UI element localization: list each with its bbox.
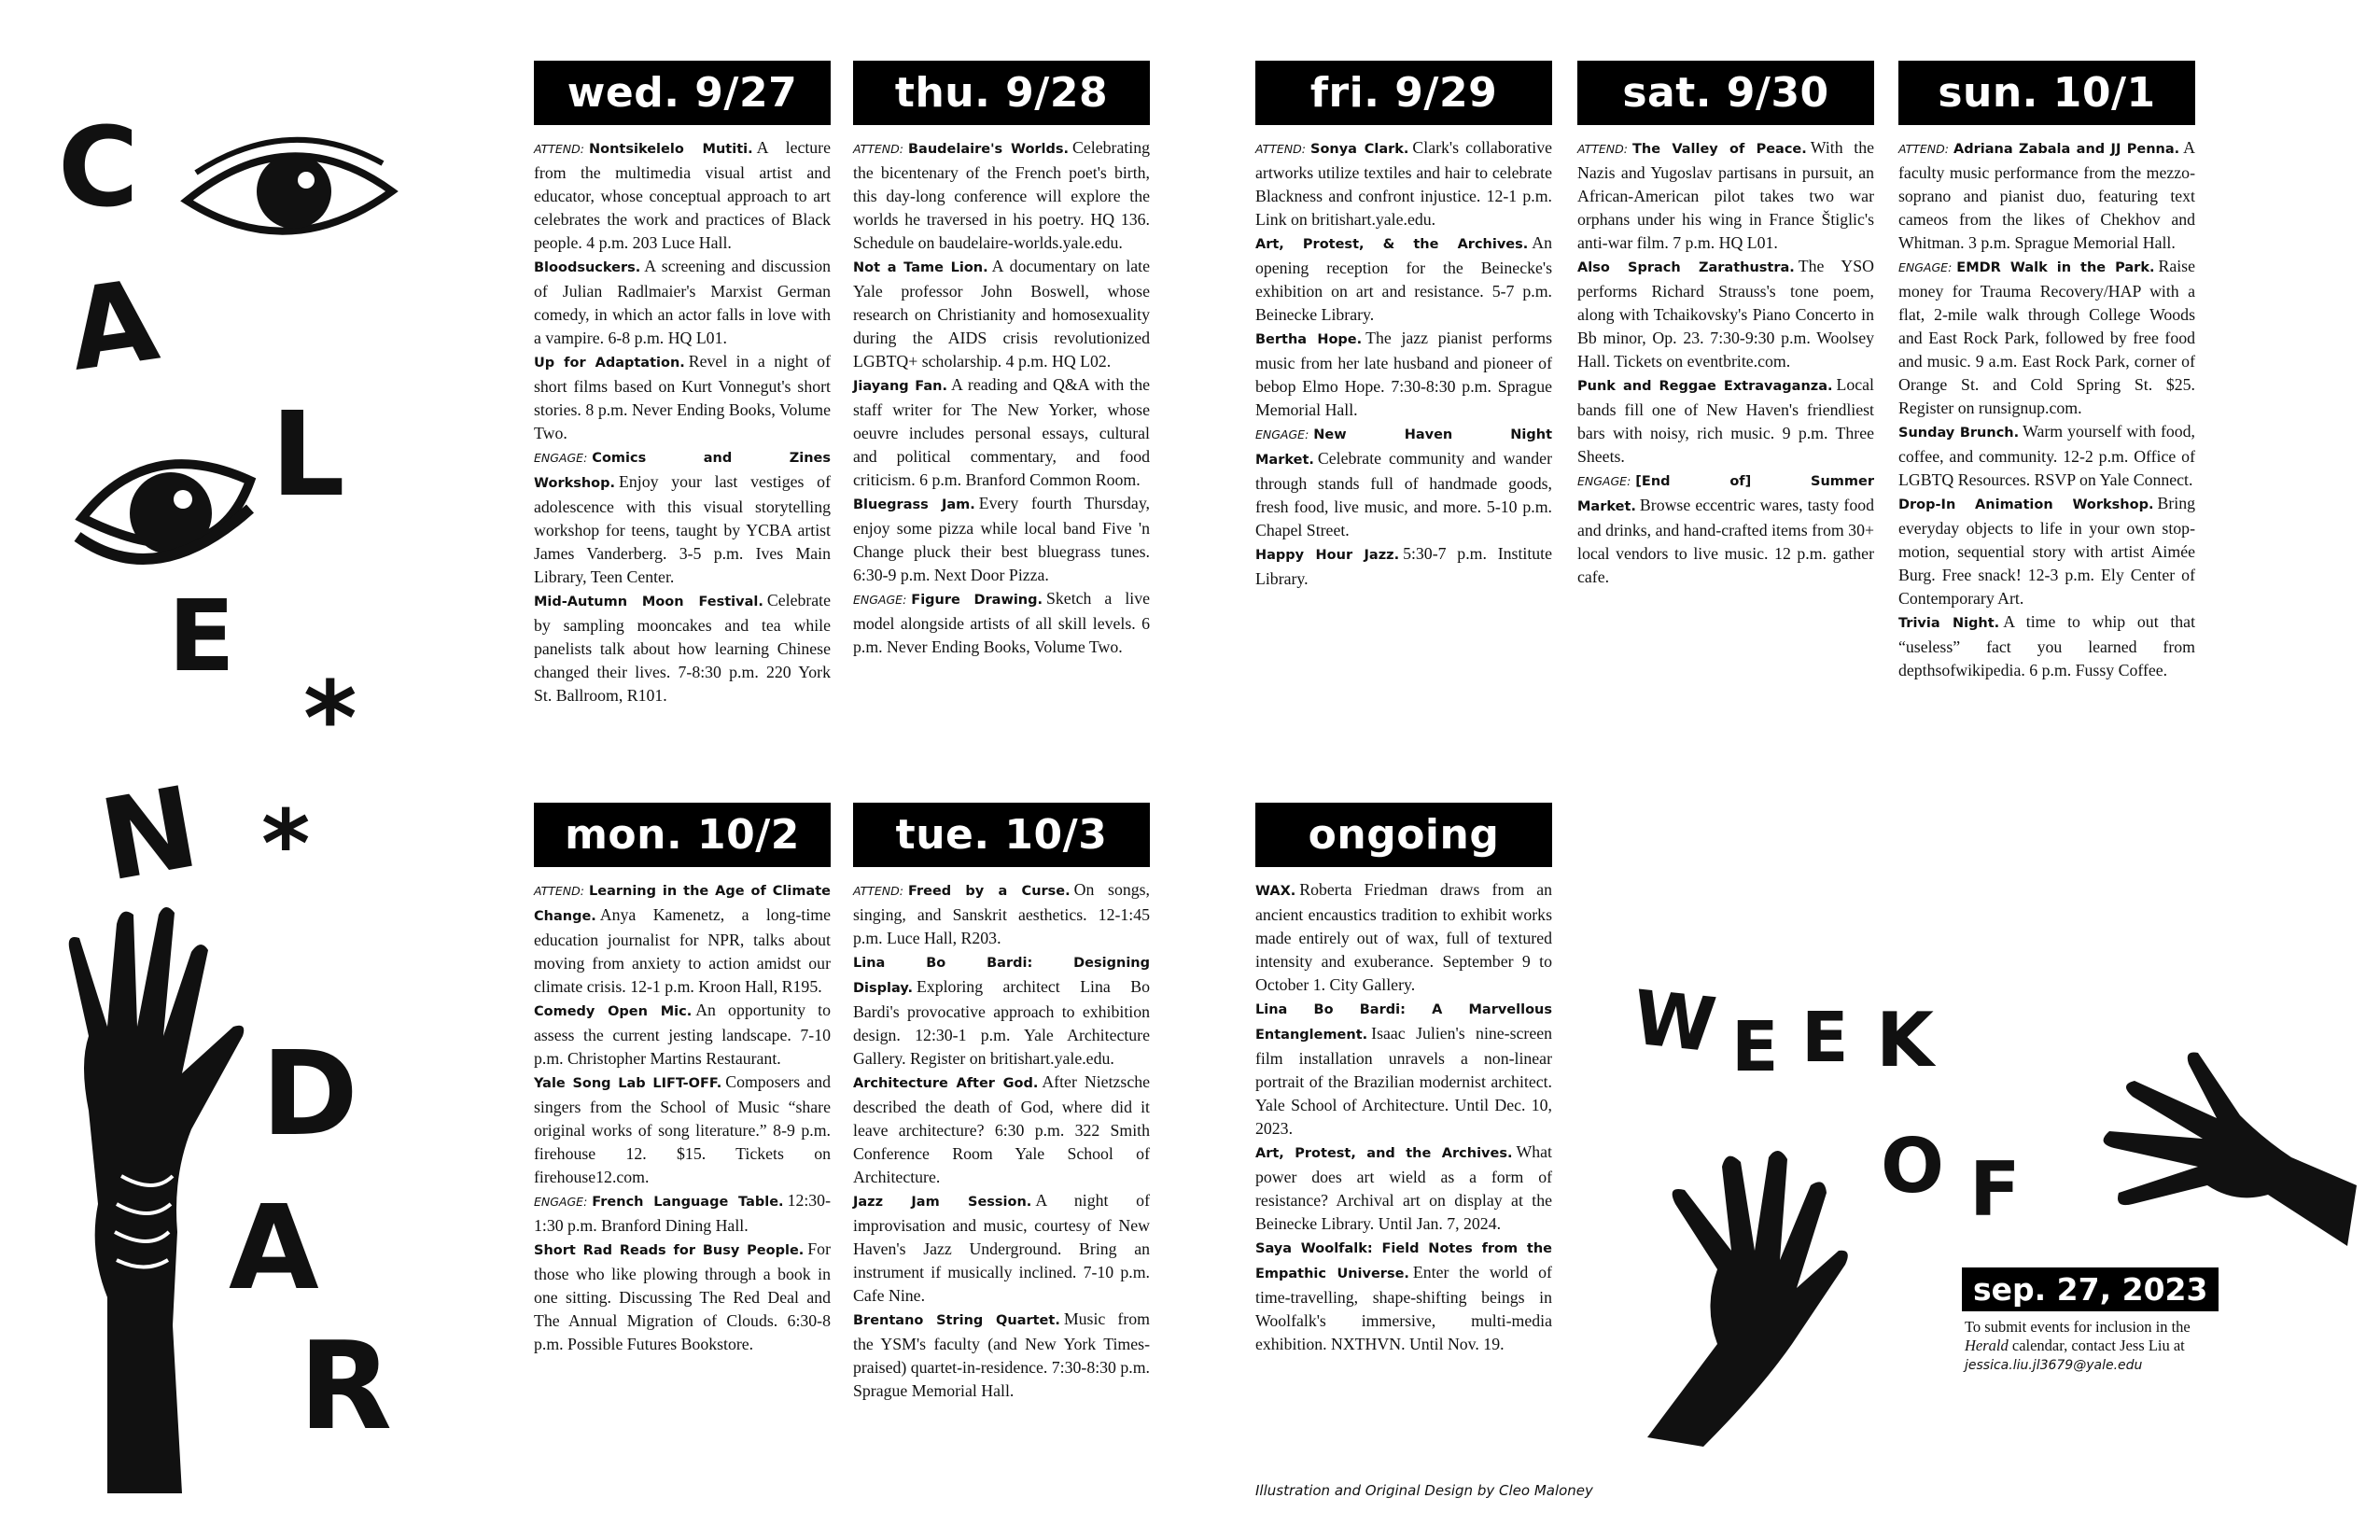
- event-item: [1898, 136, 2195, 255]
- event-title: Punk and Reggae Extravaganza.: [1577, 379, 1833, 394]
- event-title: Figure Drawing.: [911, 593, 1043, 608]
- day-header: sat. 9/30: [1577, 61, 1874, 125]
- event-item: [1898, 255, 2195, 420]
- event-text: A time to whip out that “useless” fact you learned from depthsofwikipedia. 6 p.m. Fussy Coffee.: [1898, 612, 2196, 679]
- event-text: Local bands fill one of New Haven's friendliest bars with noisy, rich music. 9 p.m. Three Sheets.: [1577, 375, 1874, 466]
- letter-n: N: [91, 763, 207, 907]
- event-text: Clark's collaborative artworks utilize textiles and hair to celebrate Blackness and confront injustice. 12-1 p.m. Link on britishart.yale.edu.: [1255, 138, 1552, 229]
- hand-illustration-right: [2077, 1045, 2357, 1260]
- event-list: [1898, 136, 2195, 682]
- event-title: Comedy Open Mic.: [534, 1004, 693, 1019]
- event-tag: ATTEND:: [853, 884, 903, 898]
- event-title: Learning in the Age of Climate Change.: [534, 884, 831, 924]
- event-item: [853, 255, 1150, 373]
- event-list: [853, 136, 1150, 659]
- letter-f: F: [1969, 1146, 2021, 1233]
- hand-illustration-left: [1629, 1148, 1853, 1447]
- event-item: [1255, 136, 1552, 231]
- event-list: [853, 878, 1150, 1403]
- event-tag: ATTEND:: [1577, 142, 1628, 156]
- event-text: Enjoy your last vestiges of adolescence with this visual storytelling workshop for teens, taught by YCBA artist James Vanderberg. 3-5 p.m. Ives Main Library, Teen Center.: [534, 472, 831, 586]
- event-text: After Nietzsche described the death of God, where did it leave architecture? 6:30 p.m. 322 Smith Conference Room Yale School of Architecture.: [853, 1072, 1150, 1186]
- event-title: Bluegrass Jam.: [853, 497, 975, 512]
- event-item: [1255, 231, 1552, 327]
- event-item: [534, 999, 831, 1071]
- event-item: [853, 1071, 1150, 1189]
- event-item: [534, 878, 831, 999]
- day-header: wed. 9/27: [534, 61, 831, 125]
- event-text: Enter the world of time-travelling, shape-shifting beings in Woolfalk's immersive, multi-media exhibition. NXTHVN. Until Nov. 19.: [1255, 1263, 1552, 1353]
- illustration-credit: Illustration and Original Design by Cleo Maloney: [1255, 1482, 1593, 1499]
- event-title: Jazz Jam Session.: [853, 1195, 1032, 1210]
- event-text: 5:30-7 p.m. Institute Library.: [1255, 544, 1552, 588]
- event-tag: ATTEND:: [1898, 142, 1949, 156]
- submit-herald: Herald: [1965, 1337, 2009, 1354]
- event-tag: ENGAGE:: [534, 1195, 588, 1209]
- event-item: [1898, 492, 2195, 610]
- event-item: [1577, 136, 1874, 255]
- day-header: thu. 9/28: [853, 61, 1150, 125]
- event-title: Architecture After God.: [853, 1076, 1039, 1091]
- event-title: French Language Table.: [592, 1195, 784, 1210]
- event-title: Nontsikelelo Mutiti.: [589, 142, 753, 157]
- event-title: Bloodsuckers.: [534, 260, 641, 275]
- event-text: Every fourth Thursday, enjoy some pizza while local band Five 'n Change pluck their best bluegrass tunes. 6:30-9 p.m. Next Door Pizza.: [853, 494, 1150, 584]
- event-item: [534, 1071, 831, 1189]
- event-item: [1577, 255, 1874, 373]
- letter-w: W: [1629, 973, 1720, 1070]
- event-title: Bertha Hope.: [1255, 332, 1363, 347]
- submit-text-2: calendar, contact Jess Liu at: [2011, 1337, 2185, 1354]
- event-title: The Valley of Peace.: [1632, 142, 1807, 157]
- event-tag: ATTEND:: [534, 884, 584, 898]
- day-column-thu: [853, 61, 1150, 659]
- letter-e-week-2: E: [1801, 998, 1849, 1078]
- letter-o: O: [1881, 1123, 1945, 1210]
- event-list: [1255, 878, 1552, 1356]
- event-tag: ENGAGE:: [853, 593, 907, 607]
- event-text: Bring everyday objects to life in your own stop-motion, sequential story with artist Aimée Burg. Free snack! 12-3 p.m. Ely Center of Contemporary Art.: [1898, 494, 2195, 608]
- event-tag: ATTEND:: [1255, 142, 1306, 156]
- gloved-hand-illustration: [51, 896, 257, 1493]
- event-item: [534, 136, 831, 255]
- day-column-mon: [534, 803, 831, 1356]
- event-item: [1255, 542, 1552, 591]
- event-title: Art, Protest, and the Archives.: [1255, 1146, 1513, 1161]
- letter-r: R: [299, 1315, 393, 1457]
- event-item: [1255, 997, 1552, 1141]
- event-title: Also Sprach Zarathustra.: [1577, 260, 1795, 275]
- event-text: Celebrating the bicentenary of the French poet's birth, this day-long conference will explore the worlds he traversed in his poetry. HQ 136. Schedule on baudelaire-worlds.yale.edu.: [853, 138, 1150, 252]
- event-text: For those who like plowing through a book in one sitting. Discussing The Red Deal and The Annual Migration of Clouds. 6:30-8 p.m. Possible Futures Bookstore.: [534, 1239, 831, 1353]
- day-header: mon. 10/2: [534, 803, 831, 867]
- event-item: [534, 255, 831, 350]
- event-text: Browse eccentric wares, tasty food and drinks, and hand-crafted items from 30+ local vendors to live music. 12 p.m. gather cafe.: [1577, 496, 1874, 586]
- event-text: A documentary on late Yale professor John Boswell, whose research on Christianity and homosexuality during the AIDS crisis revolutionized LGBTQ+ scholarship. 4 p.m. HQ L02.: [853, 257, 1150, 371]
- event-item: [534, 589, 831, 707]
- event-text: A lecture from the multimedia visual artist and educator, whose conceptual approach to art celebrates the work and practices of Black people. 4 p.m. 203 Luce Hall.: [534, 138, 831, 252]
- letter-a: A: [61, 256, 166, 397]
- event-title: Short Rad Reads for Busy People.: [534, 1243, 805, 1258]
- event-title: Freed by a Curse.: [908, 884, 1071, 899]
- event-title: Trivia Night.: [1898, 616, 2000, 631]
- event-title: Sonya Clark.: [1310, 142, 1409, 157]
- event-list: [1255, 136, 1552, 591]
- event-text: A night of improvisation and music, courtesy of New Haven's Jazz Underground. Bring an instrument if musically inclined. 7-10 p.m. Cafe Nine.: [853, 1191, 1150, 1305]
- event-tag: ENGAGE:: [1577, 474, 1631, 488]
- event-title: Adriana Zabala and JJ Penna.: [1953, 142, 2180, 157]
- letter-d: D: [261, 1027, 358, 1162]
- event-item: [1255, 422, 1552, 542]
- event-title: WAX.: [1255, 884, 1296, 899]
- letter-l: L: [271, 387, 345, 523]
- event-text: Raise money for Trauma Recovery/HAP with a flat, 2-mile walk through College Woods and East Rock Park, followed by free food and music. 9 a.m. East Rock Park, corner of Orange St. and Cold Spring St. $25. Register on runsignup.com.: [1898, 257, 2195, 417]
- eye-illustration-top: [177, 126, 401, 266]
- day-column-sat: [1577, 61, 1874, 589]
- event-text: Warm yourself with food, coffee, and community. 12-2 p.m. Office of LGBTQ Resources. RSVP on Yale Connect.: [1898, 422, 2195, 489]
- event-title: Lina Bo Bardi: Designing Display.: [853, 956, 1150, 996]
- event-text: Music from the YSM's faculty (and New York Times-praised) quartet-in-residence. 7:30-8:30 p.m. Sprague Memorial Hall.: [853, 1309, 1150, 1400]
- event-title: Drop-In Animation Workshop.: [1898, 497, 2154, 512]
- event-item: [853, 1189, 1150, 1308]
- event-item: [853, 136, 1150, 255]
- event-text: A reading and Q&A with the staff writer for The New Yorker, whose oeuvre includes personal essays, cultural and political commentary, and food criticism. 6 p.m. Branford Common Room.: [853, 375, 1150, 489]
- event-title: Art, Protest, & the Archives.: [1255, 237, 1529, 252]
- event-item: [534, 350, 831, 445]
- event-text: Anya Kamenetz, a long-time education journalist for NPR, talks about moving from anxiety to action amidst our climate crisis. 12-1 p.m. Kroon Hall, R195.: [534, 905, 831, 996]
- event-text: On songs, singing, and Sanskrit aesthetics. 12-1:45 p.m. Luce Hall, R203.: [853, 880, 1150, 947]
- event-text: A faculty music performance from the mezzo-soprano and pianist duo, featuring text cameos from the likes of Chekhov and Whitman. 3 p.m. Sprague Memorial Hall.: [1898, 138, 2195, 252]
- event-item: [853, 492, 1150, 587]
- day-column-fri: [1255, 61, 1552, 591]
- event-text: The jazz pianist performs music from her late husband and pioneer of bebop Elmo Hope. 7:30-8:30 p.m. Sprague Memorial Hall.: [1255, 329, 1552, 419]
- event-tag: ATTEND:: [534, 142, 584, 156]
- event-text: Roberta Friedman draws from an ancient encaustics tradition to exhibit works made entirely out of wax, full of textured intensity and exuberance. September 9 to October 1. City Gallery.: [1255, 880, 1552, 994]
- event-text: Composers and singers from the School of Music “share original works of song literature.” 8-9 p.m. firehouse 12. $15. Tickets on firehouse12.com.: [534, 1072, 831, 1186]
- issue-date: sep. 27, 2023: [1962, 1267, 2219, 1311]
- event-tag: ENGAGE:: [534, 451, 588, 465]
- event-item: [853, 373, 1150, 492]
- event-title: Mid-Autumn Moon Festival.: [534, 595, 763, 609]
- event-text: An opportunity to assess the current jesting landscape. 7-10 p.m. Christopher Martins Restaurant.: [534, 1001, 831, 1068]
- submission-note: [1965, 1318, 2207, 1375]
- day-header: fri. 9/29: [1255, 61, 1552, 125]
- event-item: [1255, 1141, 1552, 1236]
- event-item: [853, 878, 1150, 950]
- submit-email-link[interactable]: jessica.liu.jl3679@yale.edu: [1965, 1358, 2143, 1373]
- event-title: New Haven Night Market.: [1255, 427, 1552, 468]
- day-header: ongoing: [1255, 803, 1552, 867]
- event-item: [1577, 373, 1874, 469]
- letter-e-week-1: E: [1731, 1007, 1779, 1087]
- event-list: [534, 136, 831, 707]
- event-title: Comics and Zines Workshop.: [534, 451, 831, 491]
- event-text: Exploring architect Lina Bo Bardi's provocative approach to exhibition design. 12:30-1 p.m. Yale Architecture Gallery. Register on britishart.yale.edu.: [853, 977, 1150, 1068]
- event-item: [853, 587, 1150, 659]
- event-text: What power does art wield as a form of resistance? Archival art on display at the Beinecke Library. Until Jan. 7, 2024.: [1255, 1142, 1552, 1233]
- event-item: [1898, 610, 2195, 682]
- event-title: Lina Bo Bardi: A Marvellous Entanglement.: [1255, 1002, 1552, 1043]
- day-column-ongoing: [1255, 803, 1552, 1356]
- event-item: [853, 1308, 1150, 1403]
- letter-a-2: A: [229, 1181, 319, 1316]
- event-text: A screening and discussion of Julian Radlmaier's Marxist German comedy, in which an actor falls in love with a vampire. 6-8 p.m. HQ L01.: [534, 257, 831, 347]
- event-title: Jiayang Fan.: [853, 379, 947, 394]
- event-text: 12:30-1:30 p.m. Branford Dining Hall.: [534, 1191, 831, 1235]
- event-title: Not a Tame Lion.: [853, 260, 988, 275]
- event-item: [534, 1189, 831, 1238]
- letter-k: K: [1876, 997, 1934, 1084]
- letter-e: E: [168, 580, 235, 693]
- day-column-sun: [1898, 61, 2195, 682]
- event-text: The YSO performs Richard Strauss's tone poem, along with Tchaikovsky's Piano Concerto in Bb minor, Op. 23. 7:30-9:30 p.m. Woolsey Hall. Tickets on eventbrite.com.: [1577, 257, 1874, 371]
- event-title: Up for Adaptation.: [534, 356, 685, 371]
- letter-c: C: [58, 103, 139, 231]
- event-title: EMDR Walk in the Park.: [1956, 260, 2155, 275]
- event-text: Sketch a live model alongside artists of all skill levels. 6 p.m. Never Ending Books, Volume Two.: [853, 589, 1150, 656]
- event-tag: ENGAGE:: [1255, 427, 1309, 441]
- day-column-tue: [853, 803, 1150, 1403]
- event-text: Revel in a night of short films based on Kurt Vonnegut's short stories. 8 p.m. Never Ending Books, Volume Two.: [534, 352, 831, 442]
- day-header: tue. 10/3: [853, 803, 1150, 867]
- event-tag: ENGAGE:: [1898, 260, 1953, 274]
- event-item: [1255, 878, 1552, 997]
- event-list: [1577, 136, 1874, 589]
- event-item: [534, 445, 831, 589]
- event-title: Sunday Brunch.: [1898, 426, 2020, 441]
- day-column-wed: [534, 61, 831, 707]
- submit-text-1: To submit events for inclusion in the: [1965, 1318, 2191, 1336]
- event-tag: ATTEND:: [853, 142, 903, 156]
- event-item: [1898, 420, 2195, 492]
- event-item: [1577, 469, 1874, 589]
- event-item: [853, 950, 1150, 1071]
- day-header: sun. 10/1: [1898, 61, 2195, 125]
- event-title: Baudelaire's Worlds.: [908, 142, 1070, 157]
- event-title: Brentano String Quartet.: [853, 1313, 1060, 1328]
- asterisk-1: *: [303, 659, 357, 778]
- event-title: [End of] Summer Market.: [1577, 474, 1874, 514]
- event-item: [534, 1238, 831, 1356]
- eye-illustration-left: [73, 425, 259, 593]
- event-text: Celebrate community and wander through stands full of handmade goods, fresh food, live music, and more. 5-10 p.m. Chapel Street.: [1255, 449, 1552, 539]
- event-text: Celebrate by sampling mooncakes and tea while panelists talk about how learning Chinese changed their lives. 7-8:30 p.m. 220 York St. Ballroom, R101.: [534, 591, 831, 705]
- event-text: An opening reception for the Beinecke's exhibition on art and resistance. 5-7 p.m. Beinecke Library.: [1255, 233, 1552, 324]
- event-item: [1255, 327, 1552, 422]
- event-list: [534, 878, 831, 1356]
- event-item: [1255, 1236, 1552, 1356]
- event-text: With the Nazis and Yugoslav partisans in pursuit, an African-American pilot takes two war orphans under his wing in France Štiglic's anti-war film. 7 p.m. HQ L01.: [1577, 138, 1874, 252]
- event-title: Saya Woolfalk: Field Notes from the Empathic Universe.: [1255, 1241, 1552, 1281]
- asterisk-2: *: [261, 790, 311, 899]
- event-text: Isaac Julien's nine-screen film installation unravels a non-linear portrait of the Brazilian modernist architect. Yale School of Architecture. Until Dec. 10, 2023.: [1255, 1024, 1552, 1138]
- event-title: Yale Song Lab LIFT-OFF.: [534, 1076, 722, 1091]
- event-title: Happy Hour Jazz.: [1255, 548, 1400, 563]
